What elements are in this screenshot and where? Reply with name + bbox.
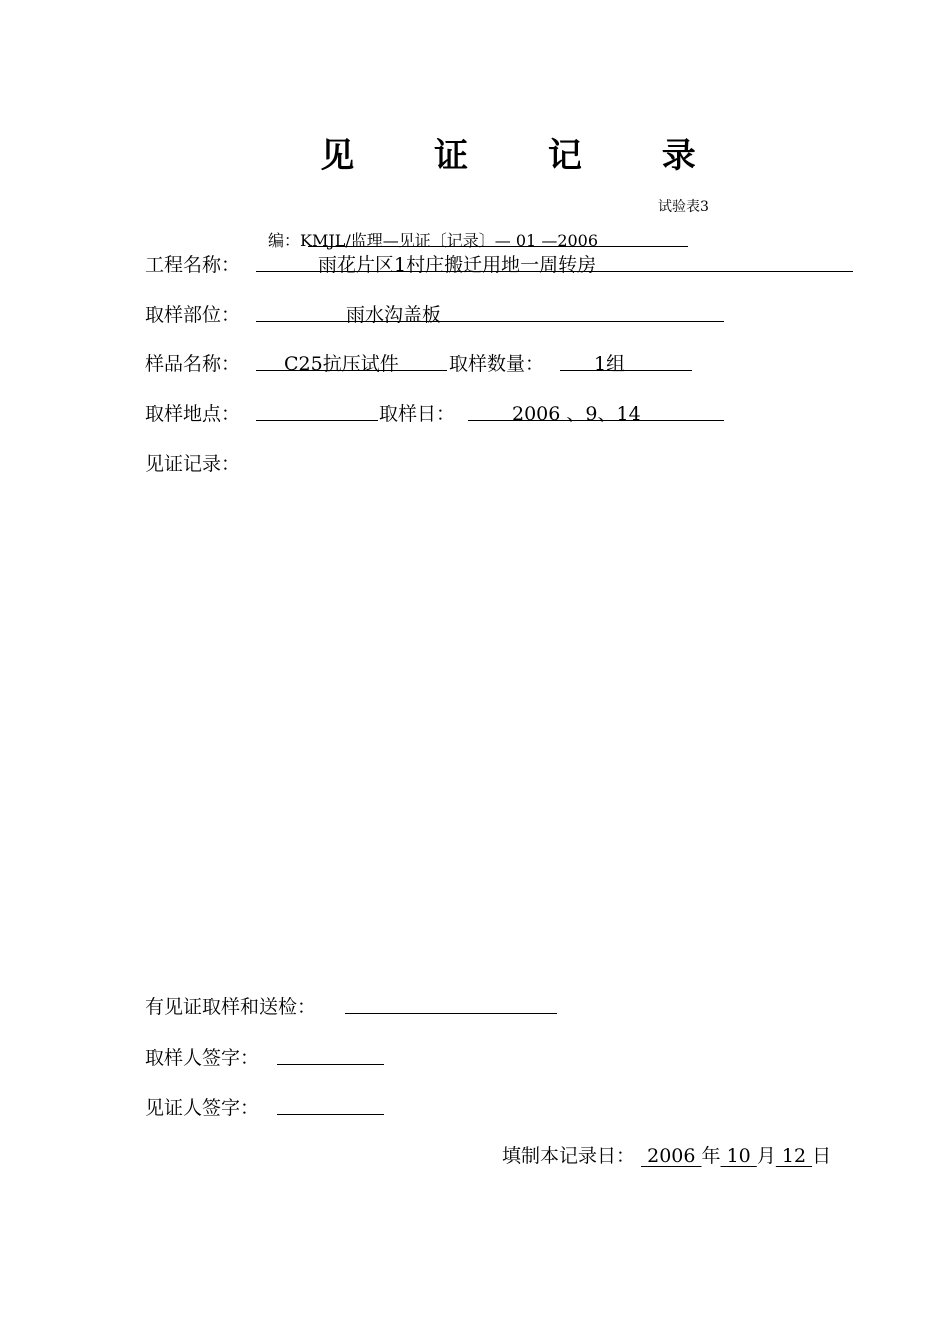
sampler-signature-underline — [277, 1064, 384, 1065]
sample-qty-value: 1组 — [594, 353, 626, 375]
witness-record-area — [145, 480, 845, 960]
sampling-date-value: 2006 、9、14 — [512, 403, 641, 425]
page-title: 见 证 记 录 — [320, 136, 730, 176]
code-line — [268, 228, 598, 251]
fill-date-label: 填制本记录日： — [502, 1145, 636, 1167]
code-prefix: 编： — [268, 231, 301, 250]
fill-date-day: 12 — [781, 1145, 807, 1167]
sampling-place-underline — [256, 420, 378, 421]
sampling-part-value: 雨水沟盖板 — [346, 304, 442, 326]
witness-signature-underline — [277, 1114, 384, 1115]
sampling-date-label: 取样日： — [379, 403, 456, 425]
fill-date-month: 10 — [726, 1145, 751, 1167]
sampling-date-underline — [468, 420, 724, 421]
fill-date — [502, 1141, 831, 1168]
sampling-part-label: 取样部位： — [145, 304, 241, 326]
fill-date-year: 2006 — [647, 1145, 696, 1167]
fill-date-year-unit: 年 — [701, 1145, 721, 1167]
witness-sampling-label: 有见证取样和送检： — [145, 996, 317, 1018]
sampling-part-underline — [256, 321, 724, 322]
sample-qty-label: 取样数量： — [449, 353, 545, 375]
witness-signature-label: 见证人签字： — [145, 1097, 260, 1119]
sample-name-label: 样品名称： — [145, 353, 241, 375]
witness-sampling-underline — [345, 1013, 557, 1014]
witness-record-label: 见证记录： — [145, 453, 241, 475]
code-underline — [308, 246, 688, 247]
sample-name-value: C25抗压试件 — [284, 353, 399, 375]
project-name-underline — [256, 271, 853, 272]
sample-qty-underline — [560, 370, 692, 371]
fill-date-day-unit: 日 — [812, 1145, 832, 1167]
fill-date-month-unit: 月 — [756, 1145, 776, 1167]
code-value: KMJL/监理—见证〔记录〕— 01 —2006 — [300, 231, 599, 250]
sample-name-underline — [256, 370, 447, 371]
sampling-place-label: 取样地点： — [145, 403, 241, 425]
form-number: 试验表3 — [658, 199, 709, 215]
project-name-value: 雨花片区1村庄搬迁用地一周转房 — [318, 254, 597, 276]
project-name-label: 工程名称： — [145, 254, 241, 276]
sampler-signature-label: 取样人签字： — [145, 1047, 260, 1069]
